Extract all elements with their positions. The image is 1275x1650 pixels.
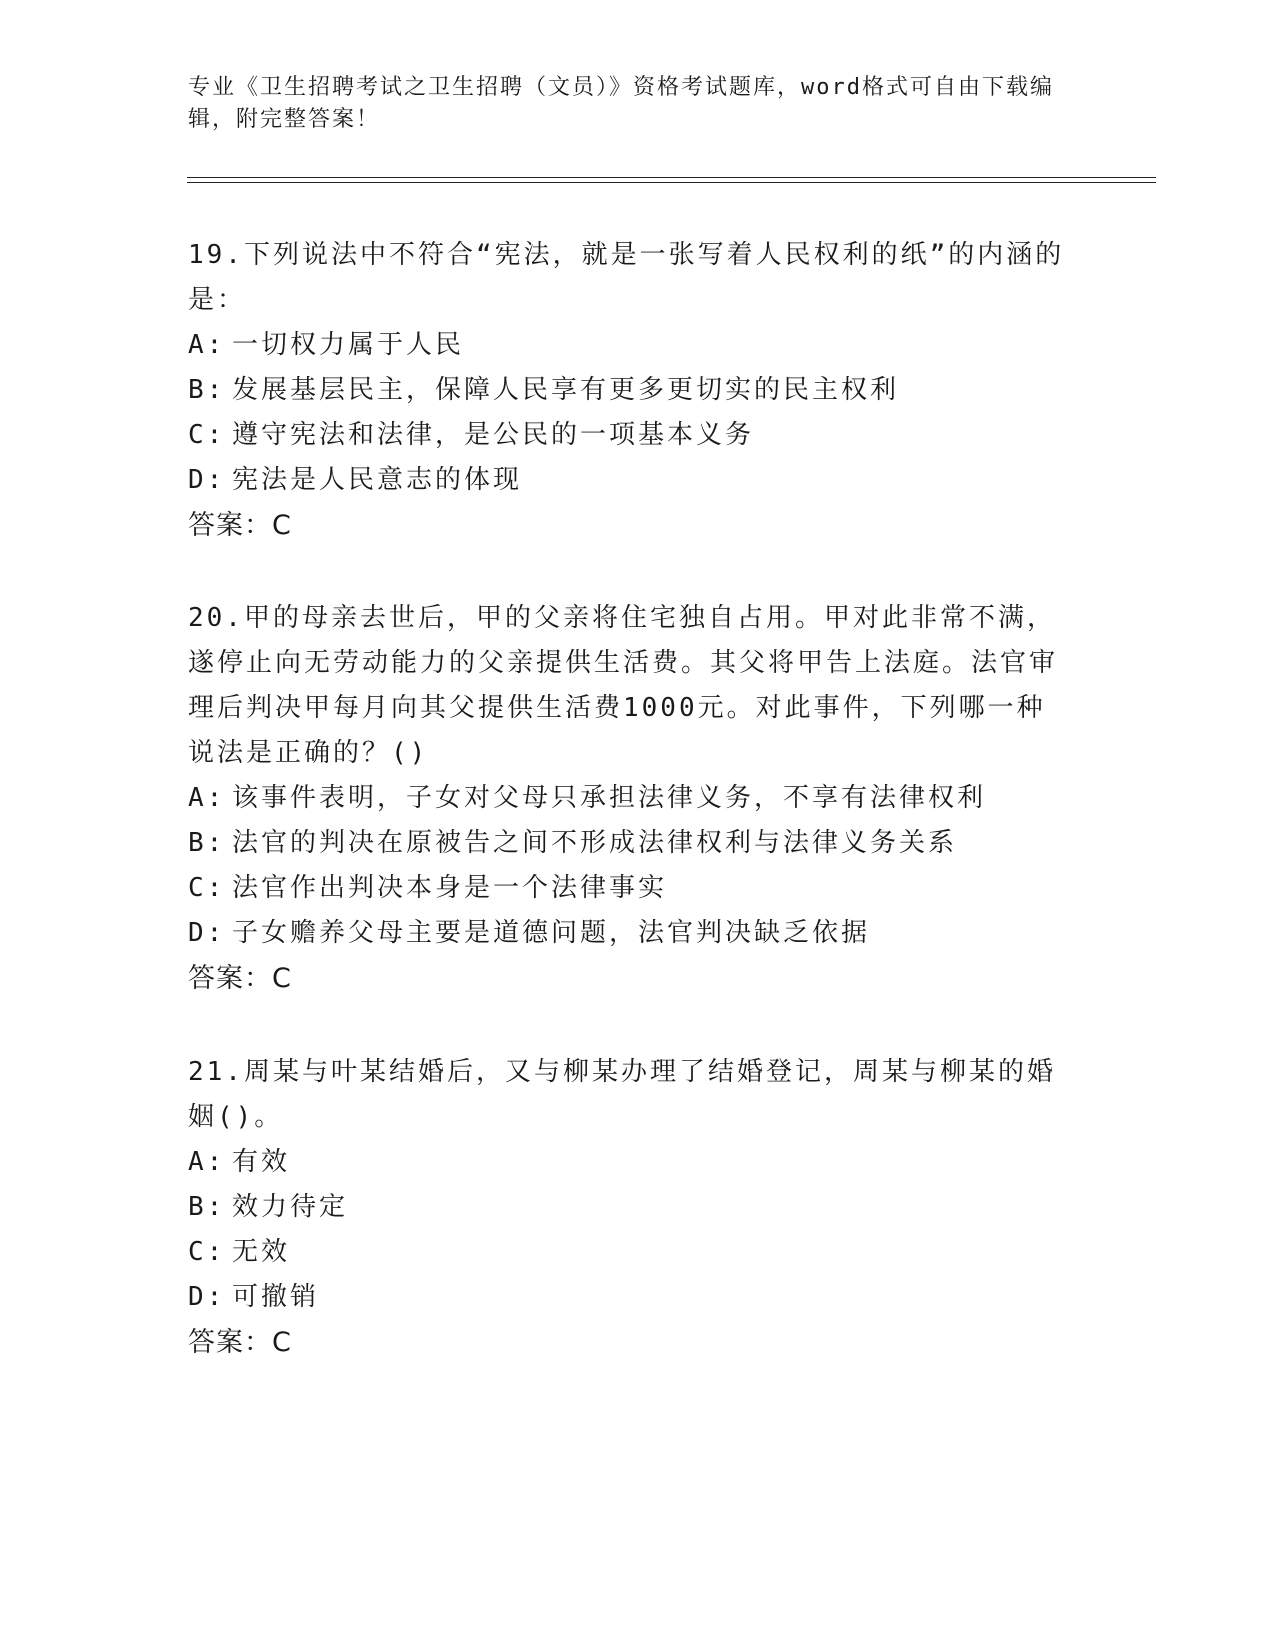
option-letter: D: (188, 465, 226, 495)
option-b (188, 368, 1068, 413)
option-letter: B: (188, 375, 226, 405)
answer: 答案：C (188, 510, 292, 541)
option-text: 子女赡养父母主要是道德问题，法官判决缺乏依据 (232, 918, 871, 948)
option-letter: C: (188, 1237, 226, 1267)
option-letter: B: (188, 828, 226, 858)
option-b (188, 1185, 1068, 1230)
option-d (188, 458, 1068, 503)
option-b (188, 821, 1068, 866)
option-text: 一切权力属于人民 (232, 330, 465, 360)
answer: 答案：C (188, 963, 292, 994)
option-letter: D: (188, 1282, 226, 1312)
option-text: 发展基层民主，保障人民享有更多更切实的民主权利 (232, 375, 900, 405)
option-text: 可撤销 (232, 1282, 320, 1312)
document-header: 专业《卫生招聘考试之卫生招聘（文员）》资格考试题库，word格式可自由下载编辑，附完整答案！ (188, 75, 1054, 132)
question-19 (188, 233, 1068, 548)
option-c (188, 1230, 1068, 1275)
option-text: 该事件表明，子女对父母只承担法律义务，不享有法律权利 (232, 783, 987, 813)
option-c (188, 413, 1068, 458)
option-text: 效力待定 (232, 1192, 349, 1222)
option-letter: B: (188, 1192, 226, 1222)
option-text: 法官作出判决本身是一个法律事实 (232, 873, 668, 903)
option-d (188, 1275, 1068, 1320)
option-a (188, 1140, 1068, 1185)
option-letter: A: (188, 783, 226, 813)
option-c (188, 866, 1068, 911)
option-letter: A: (188, 1147, 226, 1177)
question-stem: 21.周某与叶某结婚后，又与柳某办理了结婚登记，周某与柳某的婚姻()。 (188, 1057, 1056, 1132)
header-divider-top (187, 177, 1156, 178)
option-text: 有效 (232, 1147, 291, 1177)
option-text: 无效 (232, 1237, 291, 1267)
header-divider-bottom (187, 182, 1156, 183)
option-a (188, 776, 1068, 821)
option-letter: A: (188, 330, 226, 360)
option-letter: D: (188, 918, 226, 948)
question-stem: 19.下列说法中不符合“宪法，就是一张写着人民权利的纸”的内涵的是： (188, 240, 1065, 315)
option-text: 宪法是人民意志的体现 (232, 465, 523, 495)
option-a (188, 323, 1068, 368)
option-letter: C: (188, 873, 226, 903)
question-21 (188, 1050, 1068, 1365)
option-letter: C: (188, 420, 226, 450)
question-stem: 20.甲的母亲去世后，甲的父亲将住宅独自占用。甲对此非常不满，遂停止向无劳动能力的父亲提供生活费。其父将甲告上法庭。法官审理后判决甲每月向其父提供生活费1000元。对此事件，下列哪一种说法是正确的？() (188, 603, 1059, 768)
option-text: 遵守宪法和法律，是公民的一项基本义务 (232, 420, 755, 450)
question-20 (188, 596, 1068, 1001)
answer: 答案：C (188, 1327, 292, 1358)
option-d (188, 911, 1068, 956)
option-text: 法官的判决在原被告之间不形成法律权利与法律义务关系 (232, 828, 958, 858)
